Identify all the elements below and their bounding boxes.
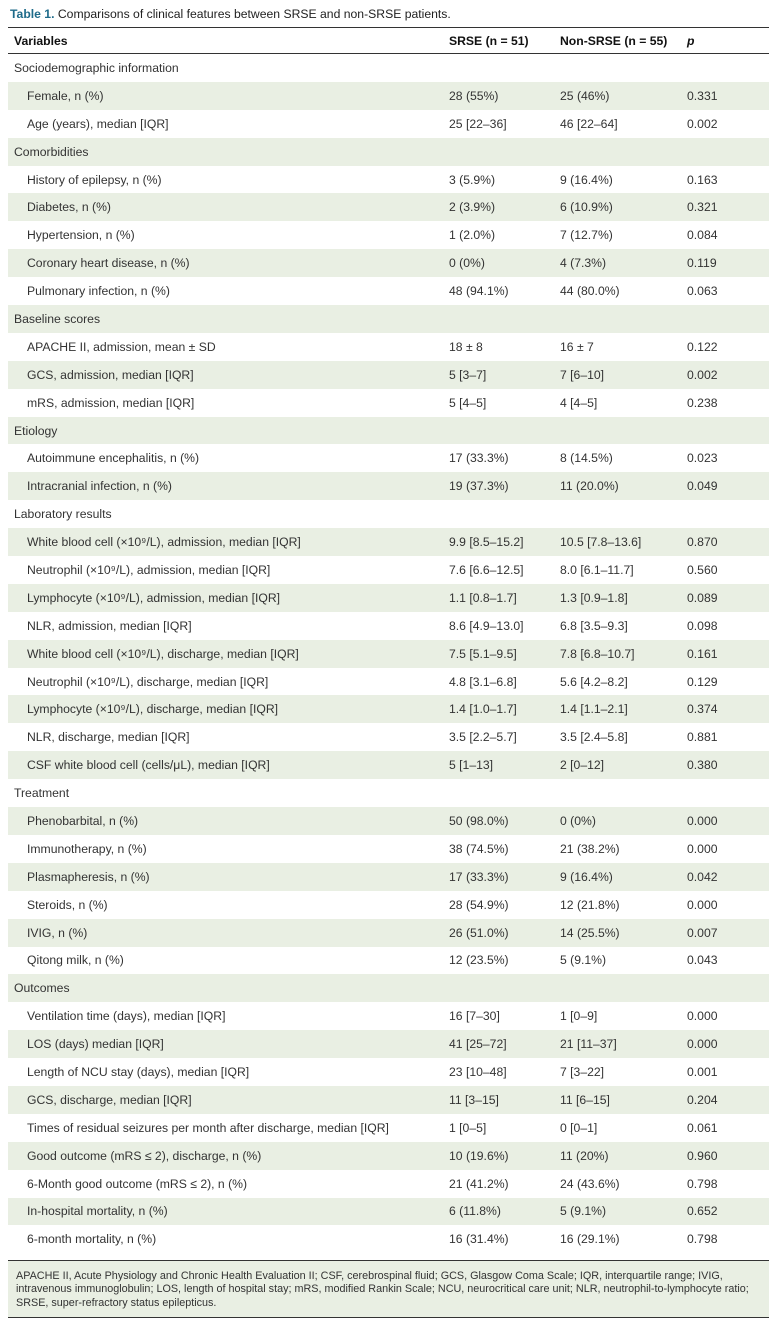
srse-cell: 16 (31.4%)	[449, 1232, 509, 1247]
non-srse-cell: 5 (9.1%)	[560, 953, 607, 968]
table-row	[8, 166, 769, 194]
srse-cell: 25 [22–36]	[449, 116, 507, 131]
table-row	[8, 668, 769, 696]
table-footnote: APACHE II, Acute Physiology and Chronic Health Evaluation II; CSF, cerebrospinal fluid; GCS, Glasgow Coma Scale; IQR, interquartile range; IVIG, intravenous immunoglobulin; LOS, length of hospital stay; mRS, modified Rankin Scale; NCU, neurocritical care unit; NLR, neutrophil-to-lymphocyte ratio; SRSE, super-refractory status epilepticus.	[8, 1260, 769, 1317]
p-value-cell: 0.023	[687, 451, 718, 466]
non-srse-cell: 21 (38.2%)	[560, 841, 620, 856]
variable-cell: In-hospital mortality, n (%)	[27, 1204, 168, 1219]
non-srse-cell: 2 [0–12]	[560, 758, 605, 773]
srse-cell: 41 [25–72]	[449, 1037, 507, 1052]
variable-cell: Length of NCU stay (days), median [IQR]	[27, 1065, 250, 1079]
srse-cell: 1 [0–5]	[449, 1120, 487, 1135]
header-non-srse: Non-SRSE (n = 55)	[560, 33, 668, 48]
srse-cell: 10 (19.6%)	[449, 1148, 509, 1163]
p-value-cell: 0.000	[687, 1009, 718, 1024]
non-srse-cell: 8 (14.5%)	[560, 451, 613, 466]
srse-cell: 5 [1–13]	[449, 758, 494, 773]
p-value-cell: 0.000	[687, 813, 718, 828]
table-row	[8, 333, 769, 361]
variable-cell: Baseline scores	[14, 311, 101, 326]
variable-cell: GCS, admission, median [IQR]	[27, 367, 194, 382]
p-value-cell: 0.129	[687, 674, 718, 689]
table-row	[8, 612, 769, 640]
srse-cell: 7.5 [5.1–9.5]	[449, 646, 517, 661]
table-row	[8, 1002, 769, 1030]
p-value-cell: 0.380	[687, 758, 718, 773]
variable-cell: Autoimmune encephalitis, n (%)	[27, 451, 200, 466]
table-row	[8, 1030, 769, 1058]
non-srse-cell: 7.8 [6.8–10.7]	[560, 646, 635, 661]
variable-cell: Good outcome (mRS ≤ 2), discharge, n (%)	[27, 1148, 262, 1163]
p-value-cell: 0.000	[687, 841, 718, 856]
srse-cell: 21 (41.2%)	[449, 1176, 509, 1191]
variable-cell: IVIG, n (%)	[27, 925, 88, 940]
variable-cell: Lymphocyte (×10⁹/L), discharge, median [IQR]	[27, 702, 279, 717]
table-row	[8, 751, 769, 779]
section-row	[8, 138, 769, 166]
non-srse-cell: 21 [11–37]	[560, 1037, 617, 1052]
table-row	[8, 1058, 769, 1086]
table-row	[8, 444, 769, 472]
non-srse-cell: 44 (80.0%)	[560, 284, 620, 299]
variable-cell: Etiology	[14, 423, 58, 438]
p-value-cell: 0.000	[687, 897, 718, 912]
p-value-cell: 0.331	[687, 88, 718, 103]
non-srse-cell: 7 [3–22]	[560, 1065, 605, 1079]
variable-cell: White blood cell (×10⁹/L), admission, median [IQR]	[27, 535, 301, 550]
p-value-cell: 0.098	[687, 618, 718, 633]
table-row	[8, 1225, 769, 1253]
table-row	[8, 723, 769, 751]
srse-cell: 26 (51.0%)	[449, 925, 509, 940]
variable-cell: Sociodemographic information	[14, 60, 179, 75]
srse-cell: 5 [4–5]	[449, 395, 487, 410]
p-value-cell: 0.000	[687, 1037, 718, 1052]
variable-cell: GCS, discharge, median [IQR]	[27, 1092, 192, 1107]
table-row	[8, 1170, 769, 1198]
table-row	[8, 891, 769, 919]
variable-cell: Intracranial infection, n (%)	[27, 479, 172, 494]
table-row	[8, 82, 769, 110]
variable-cell: Comorbidities	[14, 144, 89, 159]
non-srse-cell: 11 [6–15]	[560, 1092, 610, 1107]
srse-cell: 8.6 [4.9–13.0]	[449, 618, 524, 633]
non-srse-cell: 8.0 [6.1–11.7]	[560, 562, 634, 577]
p-value-cell: 0.122	[687, 339, 718, 354]
variable-cell: Immunotherapy, n (%)	[27, 841, 147, 856]
variable-cell: Pulmonary infection, n (%)	[27, 284, 170, 299]
variable-cell: Ventilation time (days), median [IQR]	[27, 1009, 226, 1024]
non-srse-cell: 16 ± 7	[560, 339, 594, 354]
srse-cell: 18 ± 8	[449, 339, 483, 354]
variable-cell: Steroids, n (%)	[27, 897, 108, 912]
non-srse-cell: 0 [0–1]	[560, 1120, 598, 1135]
section-row	[8, 54, 769, 82]
non-srse-cell: 10.5 [7.8–13.6]	[560, 535, 642, 550]
p-value-cell: 0.084	[687, 228, 718, 243]
non-srse-cell: 1.4 [1.1–2.1]	[560, 702, 628, 717]
non-srse-cell: 9 (16.4%)	[560, 172, 613, 187]
p-value-cell: 0.798	[687, 1176, 718, 1191]
variable-cell: Outcomes	[14, 981, 70, 996]
p-value-cell: 0.870	[687, 535, 718, 550]
table-row	[8, 695, 769, 723]
p-value-cell: 0.161	[687, 646, 718, 661]
p-value-cell: 0.089	[687, 590, 718, 605]
non-srse-cell: 14 (25.5%)	[560, 925, 620, 940]
table-row	[8, 584, 769, 612]
header-variables: Variables	[14, 33, 68, 48]
non-srse-cell: 4 (7.3%)	[560, 256, 607, 271]
srse-cell: 50 (98.0%)	[449, 813, 509, 828]
non-srse-cell: 5 (9.1%)	[560, 1204, 607, 1219]
section-row	[8, 779, 769, 807]
non-srse-cell: 46 [22–64]	[560, 116, 618, 131]
srse-cell: 11 [3–15]	[449, 1092, 499, 1107]
variable-cell: Laboratory results	[14, 507, 112, 522]
p-value-cell: 0.798	[687, 1232, 718, 1247]
p-value-cell: 0.560	[687, 562, 718, 577]
non-srse-cell: 1.3 [0.9–1.8]	[560, 590, 628, 605]
variable-cell: Diabetes, n (%)	[27, 200, 111, 215]
non-srse-cell: 11 (20.0%)	[560, 479, 619, 494]
table-row	[8, 640, 769, 668]
p-value-cell: 0.163	[687, 172, 718, 187]
p-value-cell: 0.204	[687, 1092, 718, 1107]
table-row	[8, 528, 769, 556]
srse-cell: 28 (55%)	[449, 88, 499, 103]
variable-cell: White blood cell (×10⁹/L), discharge, median [IQR]	[27, 646, 299, 661]
p-value-cell: 0.238	[687, 395, 718, 410]
clinical-features-table	[8, 27, 769, 1253]
table-row	[8, 193, 769, 221]
srse-cell: 4.8 [3.1–6.8]	[449, 674, 517, 689]
table-row	[8, 556, 769, 584]
p-value-cell: 0.042	[687, 869, 718, 884]
srse-cell: 38 (74.5%)	[449, 841, 509, 856]
non-srse-cell: 16 (29.1%)	[560, 1232, 620, 1247]
table-row	[8, 947, 769, 975]
non-srse-cell: 4 [4–5]	[560, 395, 598, 410]
variable-cell: Lymphocyte (×10⁹/L), admission, median [IQR]	[27, 590, 281, 605]
srse-cell: 28 (54.9%)	[449, 897, 509, 912]
non-srse-cell: 5.6 [4.2–8.2]	[560, 674, 628, 689]
non-srse-cell: 6 (10.9%)	[560, 200, 613, 215]
table-row	[8, 807, 769, 835]
variable-cell: Neutrophil (×10⁹/L), discharge, median [IQR]	[27, 674, 269, 689]
non-srse-cell: 7 (12.7%)	[560, 228, 613, 243]
srse-cell: 23 [10–48]	[449, 1065, 507, 1079]
table-row	[8, 835, 769, 863]
bottom-rule	[8, 1317, 769, 1318]
table-row	[8, 919, 769, 947]
table-row	[8, 1142, 769, 1170]
table-row	[8, 110, 769, 138]
variable-cell: Phenobarbital, n (%)	[27, 813, 139, 828]
p-value-cell: 0.002	[687, 116, 718, 131]
srse-cell: 16 [7–30]	[449, 1009, 500, 1024]
table-row	[8, 249, 769, 277]
srse-cell: 12 (23.5%)	[449, 953, 509, 968]
variable-cell: Neutrophil (×10⁹/L), admission, median [IQR]	[27, 562, 271, 577]
variable-cell: Age (years), median [IQR]	[27, 116, 169, 131]
srse-cell: 1 (2.0%)	[449, 228, 496, 243]
non-srse-cell: 1 [0–9]	[560, 1009, 598, 1024]
variable-cell: Plasmapheresis, n (%)	[27, 869, 150, 884]
section-row	[8, 500, 769, 528]
table-row	[8, 1114, 769, 1142]
table-row	[8, 389, 769, 417]
non-srse-cell: 0 (0%)	[560, 813, 596, 828]
variable-cell: CSF white blood cell (cells/μL), median [IQR]	[27, 758, 270, 773]
srse-cell: 3 (5.9%)	[449, 172, 496, 187]
variable-cell: NLR, discharge, median [IQR]	[27, 730, 190, 745]
table-row	[8, 1198, 769, 1226]
srse-cell: 6 (11.8%)	[449, 1204, 501, 1219]
srse-cell: 3.5 [2.2–5.7]	[449, 730, 517, 745]
variable-cell: APACHE II, admission, mean ± SD	[27, 339, 216, 354]
section-row	[8, 974, 769, 1002]
header-p-value: p	[687, 33, 695, 48]
variable-cell: LOS (days) median [IQR]	[27, 1037, 164, 1052]
srse-cell: 17 (33.3%)	[449, 869, 509, 884]
table-row	[8, 221, 769, 249]
p-value-cell: 0.374	[687, 702, 718, 717]
table-row	[8, 1086, 769, 1114]
p-value-cell: 0.043	[687, 953, 718, 968]
non-srse-cell: 6.8 [3.5–9.3]	[560, 618, 628, 633]
non-srse-cell: 3.5 [2.4–5.8]	[560, 730, 628, 745]
p-value-cell: 0.881	[687, 730, 718, 745]
srse-cell: 7.6 [6.6–12.5]	[449, 562, 524, 577]
non-srse-cell: 25 (46%)	[560, 88, 610, 103]
p-value-cell: 0.119	[687, 256, 717, 271]
variable-cell: Qitong milk, n (%)	[27, 953, 124, 968]
srse-cell: 5 [3–7]	[449, 367, 487, 382]
p-value-cell: 0.652	[687, 1204, 718, 1219]
srse-cell: 1.4 [1.0–1.7]	[449, 702, 517, 717]
p-value-cell: 0.960	[687, 1148, 718, 1163]
variable-cell: History of epilepsy, n (%)	[27, 172, 162, 187]
section-row	[8, 305, 769, 333]
table-body	[8, 54, 769, 1253]
srse-cell: 1.1 [0.8–1.7]	[449, 590, 517, 605]
p-value-cell: 0.321	[687, 200, 718, 215]
p-value-cell: 0.061	[687, 1120, 718, 1135]
table-row	[8, 361, 769, 389]
variable-cell: Coronary heart disease, n (%)	[27, 256, 190, 271]
p-value-cell: 0.002	[687, 367, 718, 382]
srse-cell: 9.9 [8.5–15.2]	[449, 535, 524, 550]
variable-cell: NLR, admission, median [IQR]	[27, 618, 192, 633]
non-srse-cell: 24 (43.6%)	[560, 1176, 620, 1191]
variable-cell: Times of residual seizures per month after discharge, median [IQR]	[27, 1120, 389, 1135]
srse-cell: 0 (0%)	[449, 256, 485, 271]
p-value-cell: 0.001	[687, 1065, 718, 1079]
variable-cell: mRS, admission, median [IQR]	[27, 395, 195, 410]
srse-cell: 17 (33.3%)	[449, 451, 509, 466]
non-srse-cell: 7 [6–10]	[560, 367, 605, 382]
non-srse-cell: 9 (16.4%)	[560, 869, 613, 884]
p-value-cell: 0.049	[687, 479, 718, 494]
p-value-cell: 0.063	[687, 284, 718, 299]
p-value-cell: 0.007	[687, 925, 718, 940]
table-row	[8, 472, 769, 500]
variable-cell: 6-month mortality, n (%)	[27, 1232, 157, 1247]
variable-cell: Female, n (%)	[27, 88, 104, 103]
srse-cell: 48 (94.1%)	[449, 284, 509, 299]
table-label: Table 1.	[10, 7, 55, 21]
non-srse-cell: 11 (20%)	[560, 1148, 609, 1163]
table-row	[8, 277, 769, 305]
variable-cell: Treatment	[14, 786, 70, 801]
table-title: Comparisons of clinical features between SRSE and non-SRSE patients.	[57, 7, 451, 21]
header-srse: SRSE (n = 51)	[449, 33, 529, 48]
non-srse-cell: 12 (21.8%)	[560, 897, 620, 912]
section-row	[8, 417, 769, 445]
variable-cell: 6-Month good outcome (mRS ≤ 2), n (%)	[27, 1176, 248, 1191]
variable-cell: Hypertension, n (%)	[27, 228, 135, 243]
table-row	[8, 863, 769, 891]
table-header	[8, 28, 769, 54]
srse-cell: 2 (3.9%)	[449, 200, 496, 215]
table-caption	[10, 7, 451, 21]
srse-cell: 19 (37.3%)	[449, 479, 509, 494]
